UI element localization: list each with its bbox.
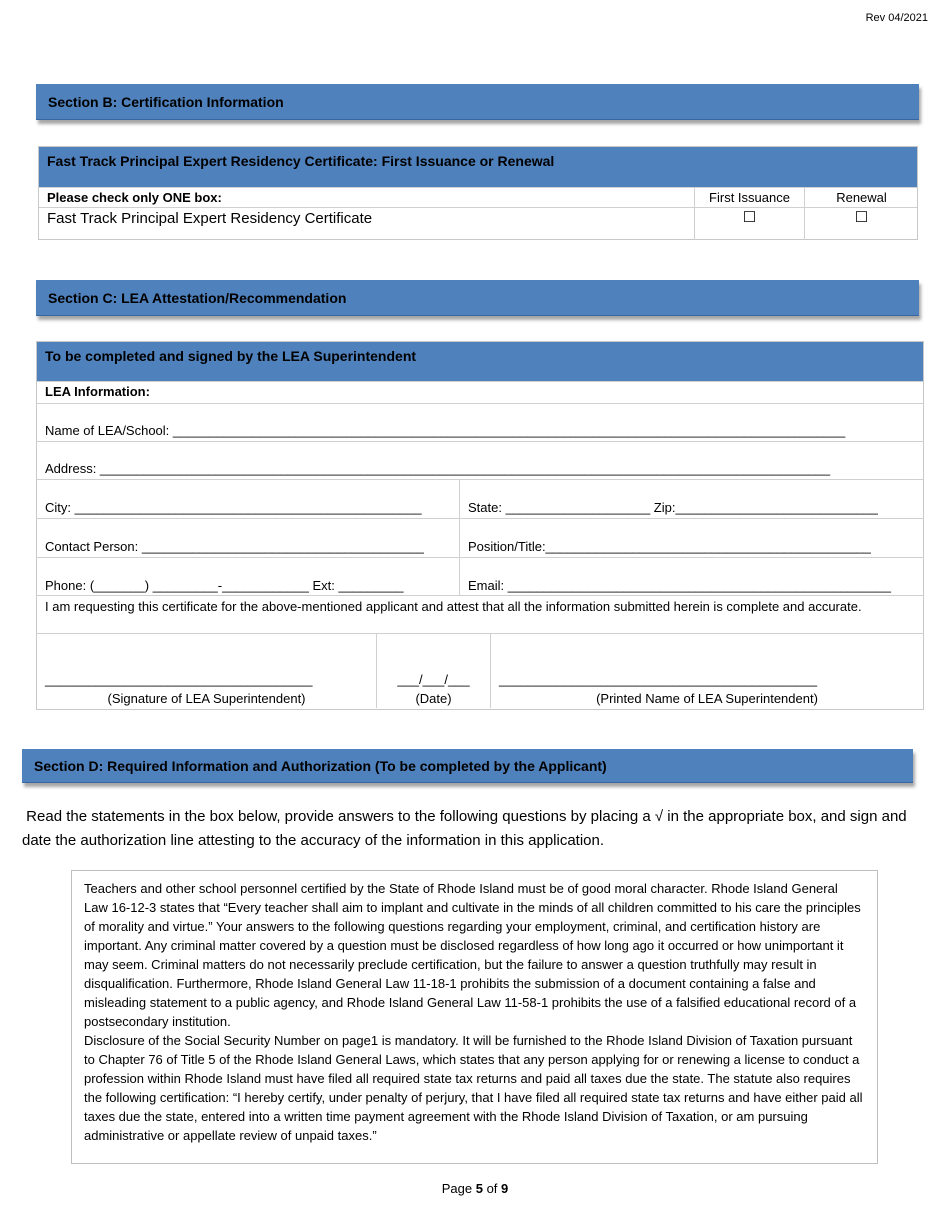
lea-city-field[interactable]: City: ________________________________________________ [45,500,422,515]
statement-paragraph-2: Disclosure of the Social Security Number on page1 is mandatory. It will be furnished to the Rhode Island Division of Taxation pursuant to Chapter 76 of Title 5 of the Rhode Island General Laws, which states that any person applying for or renewing a license to conduct a profession within Rhode Island must have filed all required state tax returns and paid all taxes due the state. The statute also requires the following certification: “I hereby certify, under penalty of perjury, that I have filed all required state tax returns and have either paid all taxes due the state, entered into a written time payment agreement with the Rhode Island Division of Taxation, or am pursuing administrative or appellate review of unpaid taxes.” [84,1033,863,1143]
attest-text: I am requesting this certificate for the above-mentioned applicant and attest that all the information submitted herein is complete and accurate. [45,599,862,614]
signature-label: (Signature of LEA Superintendent) [107,691,306,706]
instruction-text: Please check only ONE box: [47,190,222,205]
lea-position-field[interactable]: Position/Title:_____________________________________________ [459,519,923,557]
instruction-row [39,187,917,207]
section-b-header [36,84,919,120]
lea-address-field[interactable]: Address: _____________________________________________________________________________________________________ [45,461,831,476]
lea-address-row [37,441,923,479]
signature-row [37,633,923,708]
page-current: 5 [475,1181,483,1196]
lea-city-row [37,479,923,518]
moral-character-statement-box [71,870,878,1164]
section-c-title: Section C: LEA Attestation/Recommendation [48,289,347,306]
section-d-header [22,749,913,783]
lea-table-title: To be completed and signed by the LEA Superintendent [45,348,417,364]
certificate-row-label: Fast Track Principal Expert Residency Certificate [47,210,373,227]
signature-cell [37,634,376,708]
page-total: 9 [501,1181,509,1196]
lea-phone-field[interactable]: Phone: (_______) _________-____________ Ext: _________ [45,578,404,593]
revision-label: Rev 04/2021 [865,12,928,24]
renewal-header: Renewal [804,188,918,207]
certificate-table-title: Fast Track Principal Expert Residency Certificate: First Issuance or Renewal [47,153,555,169]
date-label: (Date) [415,691,452,706]
printed-name-cell [490,634,923,708]
section-d-title: Section D: Required Information and Authorization (To be completed by the Applicant) [34,757,607,774]
lea-info-label: LEA Information: [45,384,150,399]
lea-info-row [37,381,923,403]
lea-name-row [37,403,923,441]
statement-paragraph-1: Teachers and other school personnel certified by the State of Rhode Island must be of good moral character. Rhode Island General Law 16-12-3 states that “Every teacher shall aim to implant and cultivate in the minds of all children committed to his care the principles of morality and virtue.” Your answers to the following questions regarding your employment, criminal, and certification history are important. Any criminal matter covered by a question must be disclosed regardless of how long ago it occurred or how unimportant it may seem. Criminal matters do not necessarily preclude certification, but the failure to answer a question truthfully may result in disqualification. Furthermore, Rhode Island General Law 11-18-1 prohibits the submission of a document containing a false and misleading statement to a public agency, and Rhode Island General Law 11-58-1 prohibits the use of a falsified educational record of a postsecondary institution. [84,881,861,1029]
page-footer [0,1181,950,1196]
renewal-checkbox[interactable]: ☐ [804,208,918,240]
lea-name-field[interactable]: Name of LEA/School: _____________________________________________________________________________________________ [45,423,846,438]
lea-state-zip-field[interactable]: State: ____________________ Zip:____________________________ [459,480,923,518]
lea-table [36,341,924,710]
printed-name-line[interactable]: ____________________________________________ [499,672,818,687]
first-issuance-checkbox[interactable]: ☐ [694,208,804,240]
certificate-row [39,207,917,240]
lea-email-field[interactable]: Email: _____________________________________________________ [459,558,923,595]
lea-table-header [37,342,923,381]
lea-contact-field[interactable]: Contact Person: _______________________________________ [45,539,424,554]
certificate-table [38,146,918,240]
printed-name-label: (Printed Name of LEA Superintendent) [596,691,818,706]
date-line[interactable]: ___/___/___ [397,672,470,687]
lea-contact-row [37,518,923,557]
section-c-header [36,280,919,316]
page-of: of [482,1181,502,1196]
attest-row [37,595,923,633]
section-b-title: Section B: Certification Information [48,93,284,110]
signature-line[interactable]: _____________________________________ [45,672,313,687]
page-prefix: Page [441,1181,476,1196]
section-d-intro: Read the statements in the box below, provide answers to the following questions by placing a √ in the appropriate box, and sign and date the authorization line attesting to the accuracy of the information in this application. [22,808,911,849]
date-cell [376,634,490,708]
first-issuance-header: First Issuance [694,188,804,207]
certificate-table-header [39,147,917,187]
lea-phone-row [37,557,923,595]
